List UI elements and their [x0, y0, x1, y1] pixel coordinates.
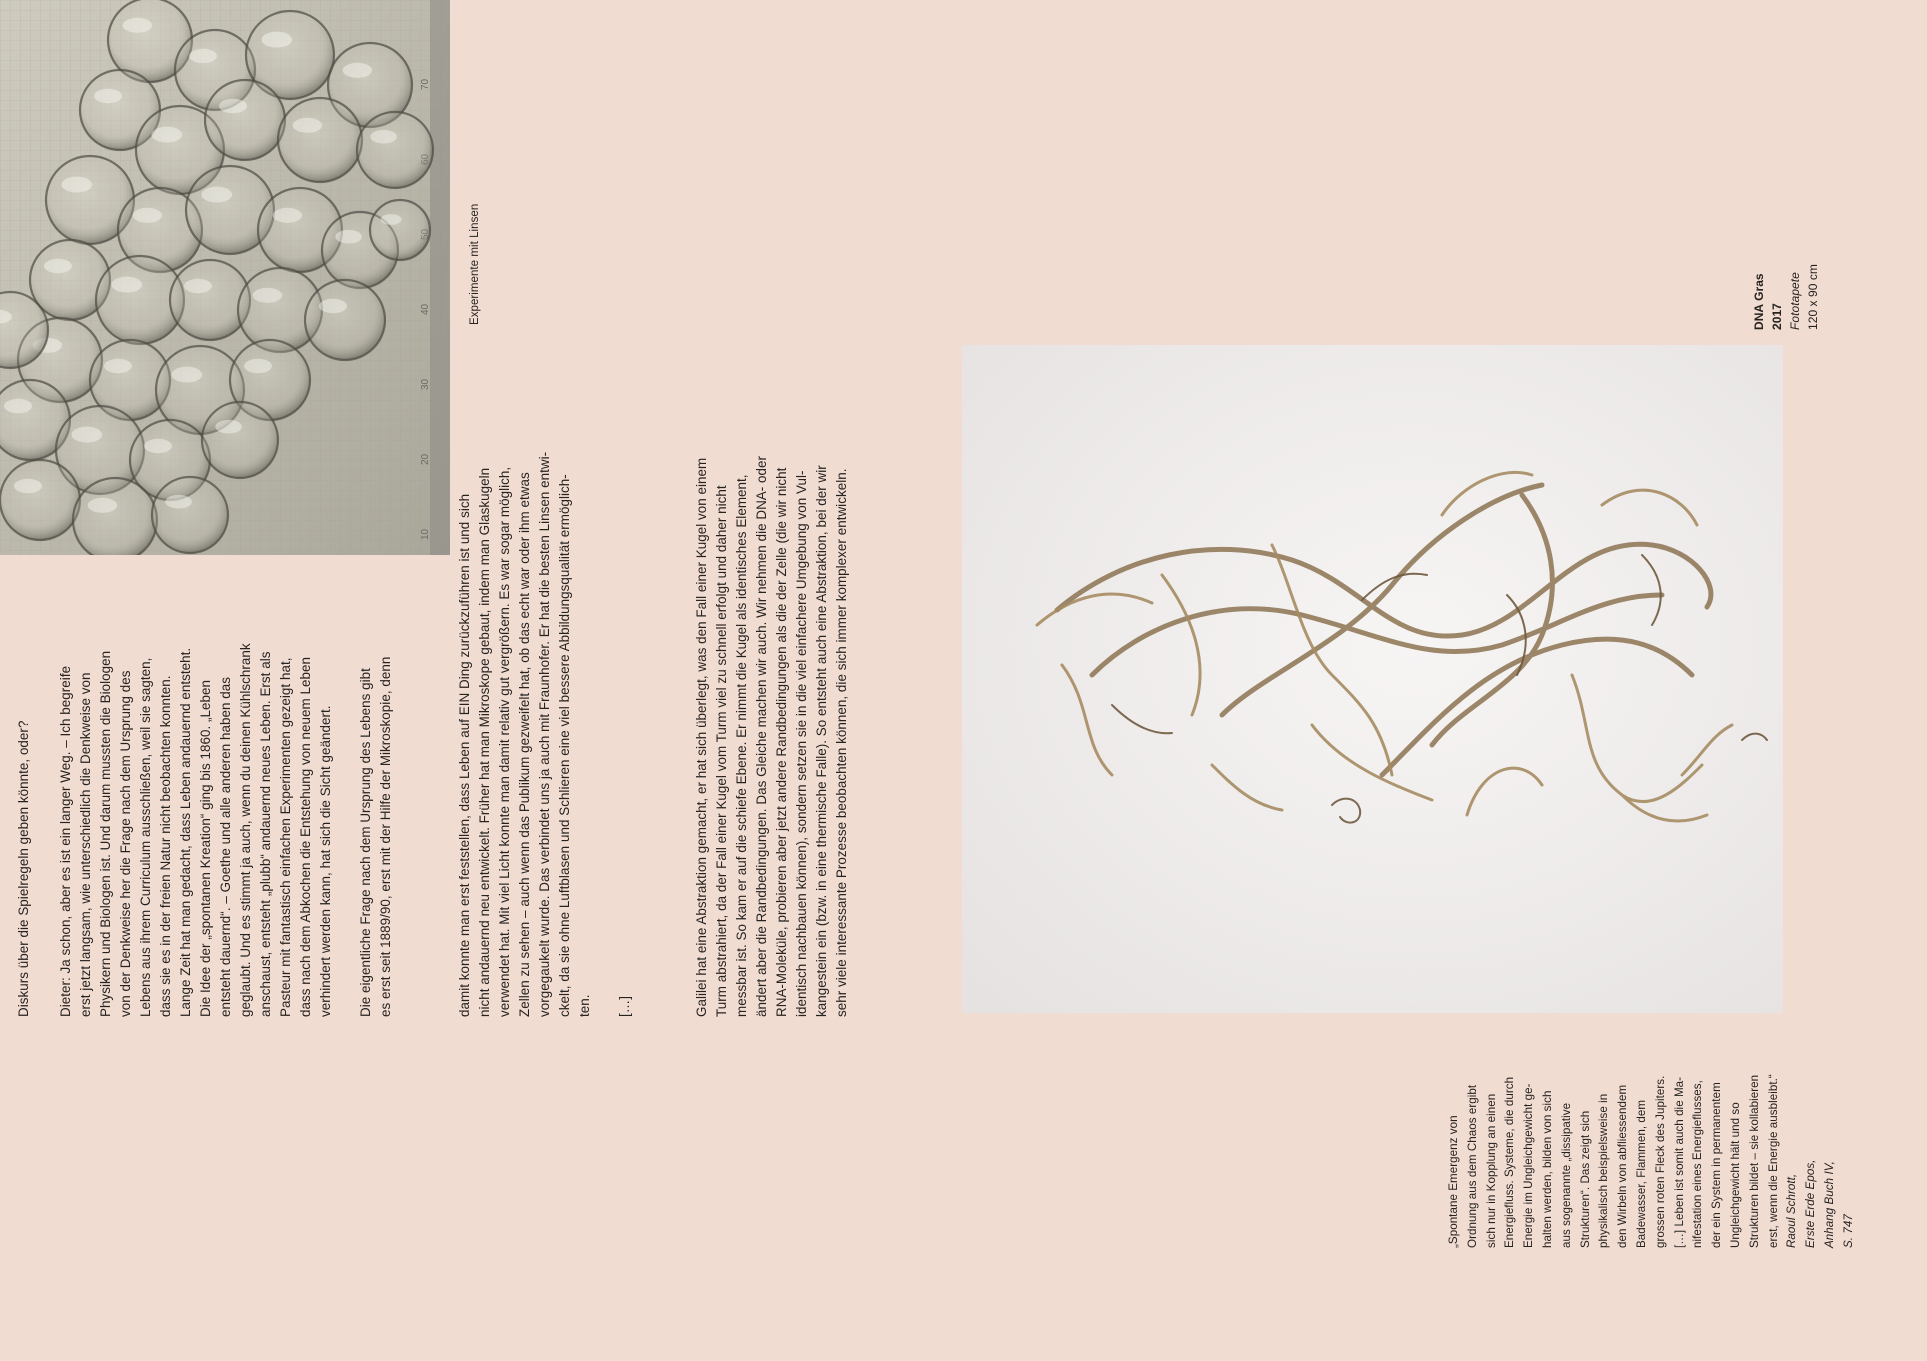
col1-line: dass nach dem Abkochen die Entstehung von neuem Leben: [298, 657, 313, 1017]
quote-line: Ordnung aus dem Chaos ergibt: [1465, 1084, 1479, 1248]
quote-line: der ein System in permanentem: [1710, 1082, 1724, 1248]
quote-author: Raoul Schrott,: [1785, 1173, 1799, 1248]
col2-line: Die eigentliche Frage nach dem Ursprung des Lebens gibt: [358, 668, 373, 1017]
lenses-caption: [465, 125, 485, 325]
heading-column: [14, 657, 34, 1017]
lenses-photo: [0, 0, 450, 555]
artwork-year: 2017: [1770, 303, 1784, 330]
text-column-3: [692, 337, 852, 1017]
artwork-medium: Fototapete: [1788, 272, 1802, 330]
col2-line: damit konnte man erst feststellen, dass Leben auf EIN Ding zurückzuführen ist und sich: [457, 493, 472, 1017]
col1-line: Die Idee der „spontanen Kreation“ ging bis 1860. „Leben: [198, 680, 213, 1017]
dna-grass-photo: [962, 345, 1783, 1013]
quote-line: den Wirbeln von abfliessendem: [1616, 1084, 1630, 1248]
quote-line: grossen roten Fleck des Jupiters.: [1653, 1075, 1667, 1248]
ruler-tick-label: 40: [420, 303, 431, 315]
quote-line: Energiefluss. Systeme, die durch: [1503, 1076, 1517, 1248]
col2-line: ten.: [577, 994, 592, 1017]
col2-line: vorgegaukelt wurde. Das verbindet uns ja auch mit Fraunhofer. Er hat die besten Linsen entwi-: [537, 451, 552, 1017]
artwork-info: [1750, 240, 1822, 330]
col1-line: von der Denkweise her die Frage nach dem Ursprung des: [118, 670, 133, 1017]
heading-text: Diskurs über die Spielregeln geben könnte, oder?: [16, 720, 31, 1017]
col3-line: messbar ist. So kam er auf die schiefe Ebene. Er nimmt die Kugel als identisches Element,: [734, 474, 749, 1017]
ruler-tick-label: 70: [420, 78, 431, 90]
col1-line: Lange Zeit hat man gedacht, dass Leben andauernd entsteht.: [178, 647, 193, 1017]
col1-line: verhindert werden kann, hat sich die Sicht geändert.: [318, 705, 333, 1017]
ruler-tick-label: 10: [420, 528, 431, 540]
col3-line: ändert aber die Randbedingungen. Das Gleiche machen wir auch. Wir nehmen die DNA- oder: [754, 455, 769, 1017]
col2-line: ckelt, da sie ohne Luftblasen und Schlieren eine viel bessere Abbildungsqualität ermöglich-: [557, 474, 572, 1017]
quote-line: […] Leben ist somit auch die Ma-: [1672, 1076, 1686, 1248]
col1-line: geglaubt. Und es stimmt ja auch, wenn du deinen Kühlschrank: [238, 643, 253, 1017]
col3-line: Galilei hat eine Abstraktion gemacht, er hat sich überlegt, was den Fall einer Kugel von einem: [694, 457, 709, 1017]
col1-line: anschaust, entsteht „plubb“ andauernd neues Leben. Erst als: [258, 651, 273, 1017]
quote-line: Badewasser, Flammen, dem: [1634, 1099, 1648, 1248]
col2-line: nicht andauernd neu entwickelt. Früher hat man Mikroskope gebaut, indem man Glaskugeln: [477, 467, 492, 1017]
lenses-illustration: [0, 0, 450, 555]
quote-page: S. 747: [1841, 1214, 1855, 1248]
text-column-1: [56, 547, 396, 1017]
lenses-caption-text: Experimente mit Linsen: [469, 203, 481, 325]
quote-line: sich nur in Kopplung an einen: [1484, 1093, 1498, 1248]
col1-line: dass sie es in der freien Natur nicht beobachten konnten.: [158, 675, 173, 1017]
col2-line: Zellen zu sehen – auch wenn das Publikum gezweifelt hat, ob das echt war oder ihm etwas: [517, 472, 532, 1017]
col1-line: Dieter: Ja schon, aber es ist ein langer Weg. – Ich begreife: [58, 665, 73, 1017]
quote-block: [1445, 948, 1859, 1248]
quote-line: „Spontane Emergenz von: [1447, 1115, 1460, 1248]
quote-part: Anhang Buch IV,: [1822, 1161, 1836, 1248]
quote-line: halten werden, bilden von sich: [1540, 1090, 1554, 1248]
artwork-size: 120 x 90 cm: [1806, 264, 1820, 330]
dna-grass-illustration: [962, 345, 1783, 1013]
ruler-tick-label: 30: [420, 378, 431, 390]
ruler-tick-label: 20: [420, 453, 431, 465]
quote-line: erst, wenn die Energie ausbleibt.“: [1766, 1074, 1780, 1248]
quote-line: Strukturen“. Das zeigt sich: [1578, 1110, 1592, 1248]
text-column-2: [455, 387, 635, 1017]
col2-line: verwendet hat. Mit viel Licht konnte man damit relativ gut vergrößern. Es war sogar möglich,: [497, 466, 512, 1017]
quote-line: physikalisch beispielsweise in: [1597, 1093, 1611, 1248]
col3-line: RNA-Moleküle, probieren aber jetzt andere Randbedingungen als die der Zelle (die wir nicht: [774, 467, 789, 1017]
col2-line: es erst seit 1889/90, erst mit der Hilfe der Mikroskopie, denn: [378, 656, 393, 1017]
quote-line: Ungleichgewicht hält und so: [1728, 1102, 1742, 1248]
col3-line: sehr viele interessante Prozesse beobachten können, die sich immer komplexer entwickeln.: [834, 468, 849, 1017]
col1-line: Pasteur mit fantastisch einfachen Experimenten gezeigt hat,: [278, 657, 293, 1017]
quote-line: Strukturen bildet – sie kollabieren: [1747, 1074, 1761, 1248]
quote-work: Erste Erde Epos,: [1804, 1159, 1818, 1248]
col1-line: erst jetzt langsam, wie unterschiedlich die Denkweise von: [78, 672, 93, 1017]
col3-line: kangestein ein (bzw. in eine thermische Falle). So entsteht auch eine Abstraktion, bei der wir: [814, 465, 829, 1017]
quote-line: aus sogenannte „dissipative: [1559, 1102, 1573, 1248]
quote-line: Energie im Ungleichgewicht ge-: [1522, 1083, 1536, 1248]
ellipsis: […]: [617, 996, 632, 1017]
artwork-title: DNA Gras: [1752, 273, 1766, 330]
quote-line: nifestation eines Energieflusses,: [1691, 1080, 1705, 1248]
col1-line: Lebens aus ihrem Curriculum ausschließen, weil sie sagten,: [138, 657, 153, 1017]
col3-line: identisch nachbauen können), sondern setzen sie in die viel einfachere Umgebung von Vul-: [794, 470, 809, 1017]
col1-line: entsteht dauernd“. – Goethe und alle anderen haben das: [218, 677, 233, 1017]
col3-line: Turm abstrahiert, da der Fall einer Kugel vom Turm viel zu schnell erfolgt und daher nicht: [714, 485, 729, 1017]
col1-line: Physikern und Biologen ist. Und darum mussten die Biologen: [98, 650, 113, 1017]
